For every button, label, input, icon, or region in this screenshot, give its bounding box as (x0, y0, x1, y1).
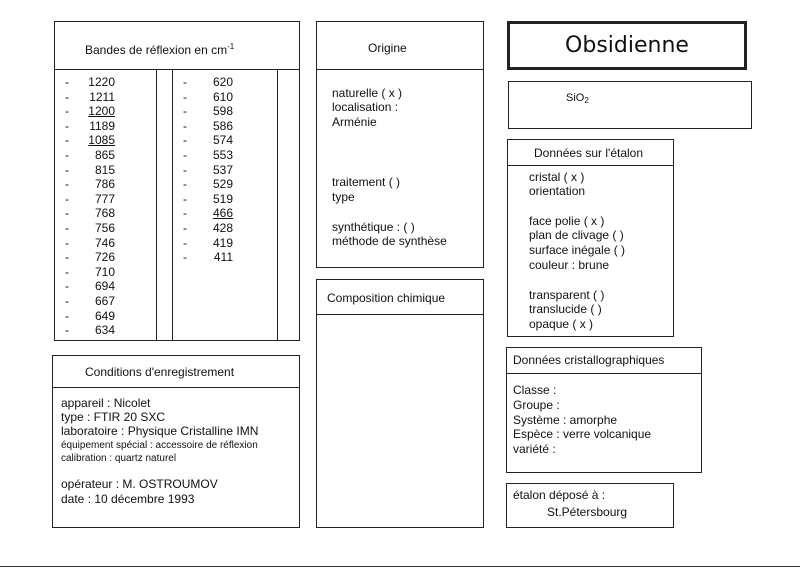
band-value: 815 (94, 162, 115, 177)
conditions-equipement: équipement spécial : accessoire de réflexion (61, 440, 258, 451)
etalon-surface: surface inégale ( ) (529, 243, 626, 257)
bands-divider-2 (172, 70, 173, 340)
band-row (183, 163, 233, 177)
composition-panel (316, 279, 484, 528)
bands-title (85, 42, 234, 57)
band-dash: - (65, 250, 69, 265)
cristallo-classe: Classe : (513, 383, 557, 397)
bands-header (55, 22, 299, 70)
band-value: 411 (213, 250, 233, 265)
band-row (65, 148, 115, 162)
band-dash: - (65, 323, 69, 338)
origine-synthetique: synthétique : ( ) (332, 220, 415, 234)
band-value: 768 (94, 206, 115, 221)
band-value: 428 (212, 221, 233, 235)
band-dash: - (65, 279, 69, 294)
etalon-plan: plan de clivage ( ) (529, 228, 624, 242)
cristallo-panel (506, 347, 702, 473)
origine-traitement: traitement ( ) (332, 175, 401, 189)
band-value: 649 (94, 308, 115, 323)
band-value: 667 (94, 294, 115, 308)
band-dash: - (183, 250, 187, 265)
cristallo-espece: Espèce : verre volcanique (513, 427, 652, 441)
band-dash: - (183, 221, 187, 235)
etalon-cristal: cristal ( x ) (529, 170, 585, 184)
band-row (183, 119, 233, 133)
band-value: 419 (212, 235, 233, 250)
band-value: 710 (94, 264, 115, 279)
band-value: 598 (212, 104, 233, 119)
band-row (65, 163, 115, 177)
conditions-operateur: opérateur : M. OSTROUMOV (61, 477, 218, 491)
band-dash: - (65, 206, 69, 221)
band-dash: - (183, 191, 187, 206)
band-row (183, 192, 233, 206)
origine-type: type (332, 190, 355, 204)
band-dash: - (65, 89, 69, 104)
bands-divider-1 (156, 70, 157, 340)
etalon-couleur: couleur : brune (529, 258, 610, 272)
cristallo-systeme: Système : amorphe (513, 413, 618, 427)
conditions-date: date : 10 décembre 1993 (61, 492, 195, 506)
band-value: 574 (212, 133, 233, 148)
band-row (65, 294, 115, 308)
band-value: 726 (94, 250, 115, 265)
band-dash: - (65, 221, 69, 235)
depot-lieu: St.Pétersbourg (547, 505, 628, 519)
conditions-laboratoire: laboratoire : Physique Cristalline IMN (61, 424, 259, 438)
formula-subscript: 2 (584, 96, 589, 105)
band-dash: - (65, 162, 69, 177)
mineral-name-box (507, 21, 747, 70)
band-row (65, 250, 115, 264)
band-row (183, 90, 233, 104)
band-value: 529 (212, 177, 233, 192)
depot-label: étalon déposé à : (513, 488, 606, 502)
bands-panel (54, 21, 300, 341)
band-value: 1220 (88, 75, 115, 89)
band-value: 777 (94, 191, 115, 206)
cristallo-variete: variété : (513, 442, 556, 456)
band-row (65, 309, 115, 323)
band-row (183, 236, 233, 250)
etalon-opaque: opaque ( x ) (529, 317, 594, 331)
origine-header (317, 22, 483, 70)
band-dash: - (65, 104, 69, 119)
band-value: 756 (94, 221, 115, 235)
band-value: 1211 (89, 89, 115, 104)
band-dash: - (183, 148, 187, 162)
band-row (65, 323, 115, 337)
band-row (65, 192, 115, 206)
band-dash: - (65, 118, 69, 133)
band-dash: - (65, 75, 69, 89)
etalon-panel (507, 139, 674, 337)
band-row (183, 250, 233, 264)
depot-panel (506, 483, 674, 528)
conditions-type: type : FTIR 20 SXC (61, 410, 166, 424)
band-row (183, 206, 233, 220)
band-value: 586 (212, 118, 233, 133)
cristallo-title: Données cristallographiques (513, 353, 665, 367)
composition-header (317, 280, 483, 315)
band-value: 1189 (89, 118, 115, 133)
band-dash: - (183, 75, 187, 89)
conditions-panel (52, 355, 300, 528)
formula-base: SiO (566, 92, 585, 104)
origine-panel (316, 21, 484, 268)
band-row (183, 75, 233, 89)
band-row (183, 221, 233, 235)
band-value: 537 (212, 162, 233, 177)
cristallo-header (507, 348, 701, 374)
band-value: 553 (212, 148, 233, 162)
bands-title-text: Bandes de réflexion en cm (85, 43, 228, 57)
conditions-calibration: calibration : quartz naturel (61, 453, 177, 464)
band-value: 1200 (88, 104, 115, 119)
band-row (183, 104, 233, 118)
origine-naturelle: naturelle ( x ) (332, 86, 403, 100)
band-dash: - (65, 308, 69, 323)
band-dash: - (183, 177, 187, 192)
band-dash: - (183, 104, 187, 119)
band-value: 865 (94, 148, 115, 162)
band-row (65, 236, 115, 250)
band-row (65, 119, 115, 133)
etalon-translucide: translucide ( ) (529, 302, 602, 316)
band-row (65, 75, 115, 89)
composition-title: Composition chimique (327, 291, 446, 305)
band-value: 786 (94, 177, 115, 192)
bands-divider-3 (277, 70, 278, 340)
mineral-formula (566, 91, 589, 108)
band-row (65, 90, 115, 104)
origine-lieu: Arménie (332, 115, 377, 129)
band-row (65, 265, 115, 279)
cristallo-groupe: Groupe : (513, 398, 560, 412)
band-row (65, 133, 115, 147)
band-dash: - (65, 148, 69, 162)
band-value: 466 (212, 206, 233, 221)
band-value: 634 (94, 323, 115, 338)
band-row (65, 177, 115, 191)
band-value: 519 (212, 191, 233, 206)
band-row (65, 206, 115, 220)
band-value: 610 (212, 89, 233, 104)
bottom-rule (0, 566, 800, 567)
conditions-appareil: appareil : Nicolet (61, 396, 151, 410)
band-row (65, 279, 115, 293)
band-value: 620 (212, 75, 233, 89)
band-dash: - (183, 133, 187, 148)
origine-methode: méthode de synthèse (332, 234, 447, 248)
band-dash: - (183, 118, 187, 133)
band-row (183, 148, 233, 162)
etalon-header (508, 140, 673, 166)
mineral-name: Obsidienne (565, 33, 689, 58)
band-dash: - (65, 177, 69, 192)
conditions-title: Conditions d'enregistrement (85, 365, 235, 379)
band-dash: - (65, 191, 69, 206)
band-value: 746 (94, 235, 115, 250)
etalon-orientation: orientation (529, 184, 586, 198)
band-value: 694 (94, 279, 115, 294)
formula-box (508, 81, 752, 129)
etalon-face: face polie ( x ) (529, 214, 605, 228)
conditions-header (53, 356, 299, 388)
etalon-title: Données sur l'étalon (534, 146, 644, 160)
origine-localisation: localisation : (332, 100, 399, 114)
band-dash: - (183, 89, 187, 104)
origine-title: Origine (368, 41, 407, 55)
band-dash: - (183, 235, 187, 250)
band-dash: - (183, 162, 187, 177)
band-row (65, 104, 115, 118)
band-row (183, 177, 233, 191)
band-dash: - (183, 206, 187, 221)
band-dash: - (65, 235, 69, 250)
bands-title-exponent: -1 (227, 42, 235, 51)
band-dash: - (65, 133, 69, 148)
band-row (65, 221, 115, 235)
band-value: 1085 (88, 133, 115, 148)
band-dash: - (65, 264, 69, 279)
etalon-transparent: transparent ( ) (529, 288, 605, 302)
band-row (183, 133, 233, 147)
band-dash: - (65, 294, 69, 308)
